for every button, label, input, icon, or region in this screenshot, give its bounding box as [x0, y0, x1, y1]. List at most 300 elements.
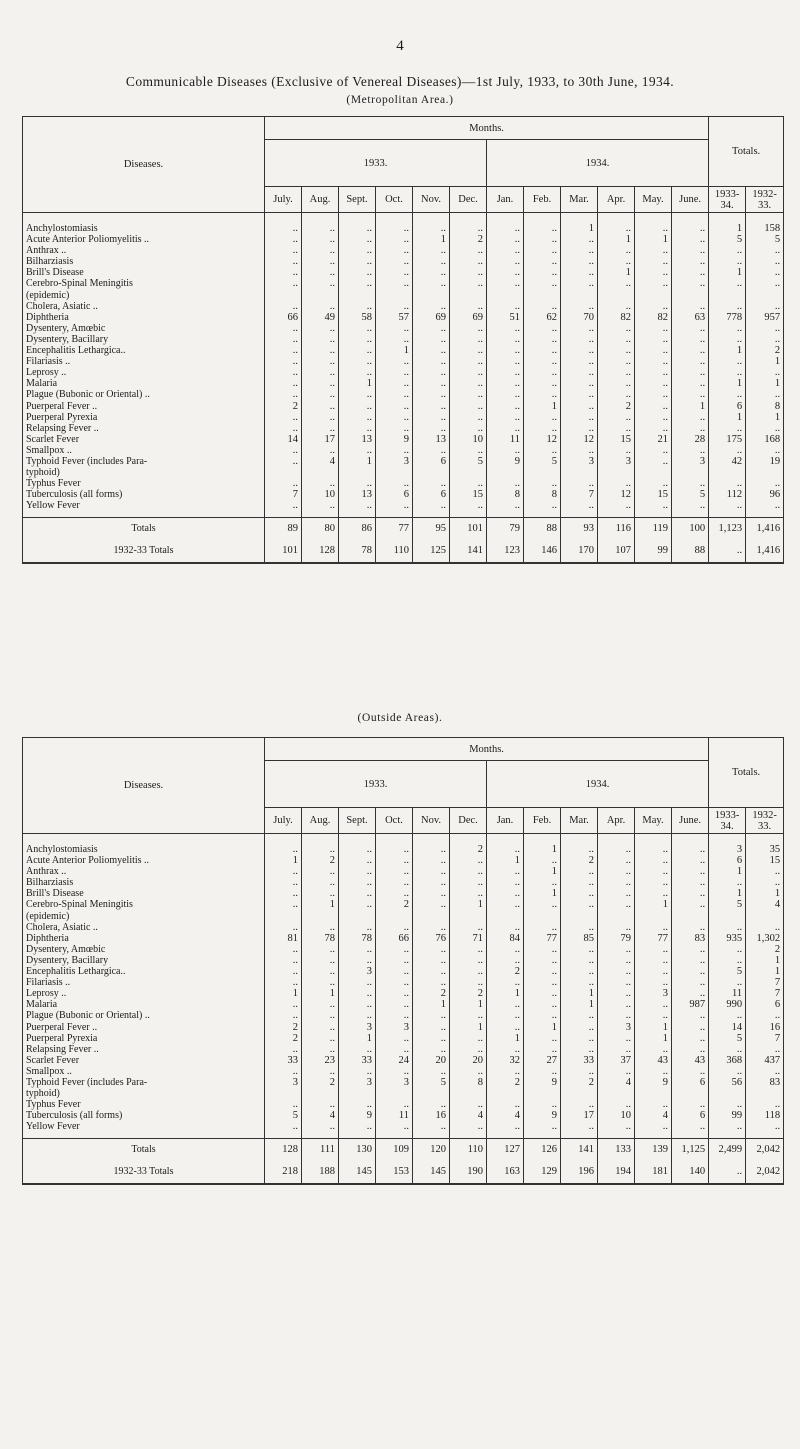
table-row: [23, 290, 784, 301]
table-cell: ..: [524, 999, 561, 1010]
table-cell: ..: [450, 367, 487, 378]
table-cell: ..: [265, 888, 302, 899]
table-cell: 1: [598, 267, 635, 278]
table-cell: ..: [302, 1010, 339, 1021]
table-cell: 1: [339, 456, 376, 467]
table-cell: 1: [746, 888, 784, 899]
table-row: [23, 966, 784, 977]
table-cell: ..: [561, 899, 598, 910]
table-cell: ..: [635, 855, 672, 866]
table-cell: ..: [413, 834, 450, 856]
table-row: [23, 345, 784, 356]
table-cell: [339, 290, 376, 301]
table-cell: 5: [524, 456, 561, 467]
table-cell: [746, 1088, 784, 1099]
table-cell: ..: [672, 278, 709, 289]
table-cell: ..: [450, 334, 487, 345]
table-cell: 9: [487, 456, 524, 467]
table-cell: ..: [302, 877, 339, 888]
table-cell: [746, 911, 784, 922]
disease-name: Dysentery, Bacillary: [23, 334, 265, 345]
table-cell: ..: [302, 866, 339, 877]
table-cell: ..: [598, 378, 635, 389]
table-cell: ..: [450, 1099, 487, 1110]
table-cell: 8: [524, 489, 561, 500]
table-row: [23, 1088, 784, 1099]
table-cell: [672, 1088, 709, 1099]
table-cell: 1: [302, 899, 339, 910]
table-cell: ..: [302, 966, 339, 977]
table-cell: ..: [487, 389, 524, 400]
table-cell: ..: [413, 323, 450, 334]
totals-cell: 79: [487, 518, 524, 541]
table-cell: 76: [413, 933, 450, 944]
table-cell: 1: [524, 1022, 561, 1033]
table-cell: 7: [746, 977, 784, 988]
table-cell: ..: [413, 1044, 450, 1055]
table-cell: 62: [524, 312, 561, 323]
table-cell: ..: [746, 256, 784, 267]
year-1934-header: 1934.: [487, 761, 709, 808]
table-cell: ..: [265, 456, 302, 467]
table-cell: ..: [709, 977, 746, 988]
table-cell: 5: [265, 1110, 302, 1121]
table-cell: ..: [376, 389, 413, 400]
table-cell: [487, 1088, 524, 1099]
table-cell: ..: [524, 899, 561, 910]
table-cell: ..: [487, 1044, 524, 1055]
table-cell: ..: [376, 412, 413, 423]
totals-cell: 125: [413, 540, 450, 563]
table-cell: ..: [413, 256, 450, 267]
table-cell: 5: [709, 234, 746, 245]
table-cell: ..: [672, 1099, 709, 1110]
month-header: Oct.: [376, 187, 413, 213]
table-cell: ..: [561, 389, 598, 400]
table-cell: ..: [524, 966, 561, 977]
table-cell: ..: [265, 256, 302, 267]
totals-cell: 194: [598, 1161, 635, 1184]
table-row: [23, 1121, 784, 1139]
totals-cell: 126: [524, 1139, 561, 1162]
table-cell: ..: [487, 1066, 524, 1077]
table-cell: ..: [524, 500, 561, 518]
table-cell: ..: [635, 401, 672, 412]
table-cell: ..: [746, 389, 784, 400]
table-cell: ..: [635, 301, 672, 312]
table-cell: [302, 911, 339, 922]
table-cell: [524, 467, 561, 478]
table-cell: ..: [524, 423, 561, 434]
table-cell: ..: [339, 1121, 376, 1139]
table-cell: [376, 911, 413, 922]
table-cell: ..: [635, 944, 672, 955]
table-cell: ..: [561, 234, 598, 245]
table-cell: ..: [302, 389, 339, 400]
totals-cell: 99: [635, 540, 672, 563]
table-cell: ..: [376, 1066, 413, 1077]
table-cell: ..: [598, 834, 635, 856]
table-cell: ..: [598, 955, 635, 966]
table-row: [23, 267, 784, 278]
table-cell: ..: [413, 213, 450, 235]
table-cell: 175: [709, 434, 746, 445]
table-cell: ..: [376, 378, 413, 389]
table-cell: 63: [672, 312, 709, 323]
table-cell: 3: [376, 456, 413, 467]
table-cell: ..: [302, 1033, 339, 1044]
table-cell: ..: [450, 245, 487, 256]
table-cell: ..: [413, 1022, 450, 1033]
disease-name: Dysentery, Amœbic: [23, 323, 265, 334]
table-cell: 2: [265, 401, 302, 412]
table-cell: ..: [561, 1022, 598, 1033]
table-cell: 24: [376, 1055, 413, 1066]
table-cell: 23: [302, 1055, 339, 1066]
table-cell: ..: [376, 1010, 413, 1021]
table-cell: [487, 467, 524, 478]
table-cell: [413, 1088, 450, 1099]
table-cell: ..: [635, 1121, 672, 1139]
table-cell: 1: [524, 888, 561, 899]
table-cell: ..: [635, 1044, 672, 1055]
totals-cell: 128: [302, 540, 339, 563]
table-cell: ..: [561, 1044, 598, 1055]
table-cell: 1: [598, 234, 635, 245]
disease-name: Puerperal Pyrexia: [23, 412, 265, 423]
table-cell: ..: [487, 944, 524, 955]
table-cell: ..: [376, 213, 413, 235]
table-cell: 10: [302, 489, 339, 500]
table-cell: 1: [265, 855, 302, 866]
table-cell: 1: [487, 988, 524, 999]
table-cell: ..: [265, 966, 302, 977]
table-cell: ..: [413, 412, 450, 423]
month-header: May.: [635, 808, 672, 834]
table-cell: ..: [635, 412, 672, 423]
table-cell: ..: [376, 999, 413, 1010]
table-cell: ..: [635, 367, 672, 378]
table-cell: ..: [302, 1099, 339, 1110]
disease-name: Anchylostomiasis: [23, 213, 265, 235]
table-cell: [265, 911, 302, 922]
table-cell: [450, 290, 487, 301]
table-cell: 2: [450, 234, 487, 245]
disease-name: Plague (Bubonic or Oriental) ..: [23, 1010, 265, 1021]
table-cell: ..: [265, 955, 302, 966]
table-cell: ..: [672, 234, 709, 245]
table-cell: ..: [413, 1010, 450, 1021]
table-cell: ..: [635, 1066, 672, 1077]
metropolitan-table-body: [23, 213, 784, 564]
table-cell: ..: [302, 888, 339, 899]
table-row: [23, 855, 784, 866]
table-cell: 10: [598, 1110, 635, 1121]
table-cell: 112: [709, 489, 746, 500]
table-cell: 16: [413, 1110, 450, 1121]
table-cell: ..: [561, 423, 598, 434]
table-cell: ..: [376, 234, 413, 245]
table-cell: 78: [302, 933, 339, 944]
table-cell: ..: [265, 478, 302, 489]
table-cell: ..: [450, 267, 487, 278]
diseases-header: Diseases.: [23, 738, 265, 834]
table-cell: ..: [709, 1099, 746, 1110]
table-cell: ..: [524, 389, 561, 400]
table-cell: 6: [376, 489, 413, 500]
disease-name: Anthrax ..: [23, 245, 265, 256]
table-cell: 4: [487, 1110, 524, 1121]
table-cell: ..: [413, 1121, 450, 1139]
table-cell: ..: [450, 356, 487, 367]
table-cell: ..: [709, 423, 746, 434]
table-cell: [598, 290, 635, 301]
table-cell: 9: [524, 1077, 561, 1088]
table-cell: 15: [635, 489, 672, 500]
table-cell: ..: [598, 966, 635, 977]
table-cell: ..: [413, 378, 450, 389]
table-cell: ..: [487, 356, 524, 367]
table-cell: 1: [709, 267, 746, 278]
year-1933-header: 1933.: [265, 140, 487, 187]
table-cell: 28: [672, 434, 709, 445]
table-cell: [339, 911, 376, 922]
table-cell: 1: [635, 234, 672, 245]
table-cell: ..: [265, 345, 302, 356]
table-cell: ..: [376, 267, 413, 278]
table-cell: ..: [302, 334, 339, 345]
disease-name: Scarlet Fever: [23, 434, 265, 445]
table-cell: ..: [672, 922, 709, 933]
table-cell: ..: [672, 955, 709, 966]
table-cell: 99: [709, 1110, 746, 1121]
table-cell: 1: [561, 213, 598, 235]
table-cell: ..: [376, 245, 413, 256]
totals-cell: 116: [598, 518, 635, 541]
table-cell: 9: [339, 1110, 376, 1121]
table-cell: 987: [672, 999, 709, 1010]
table-cell: ..: [598, 500, 635, 518]
table-cell: [265, 290, 302, 301]
table-cell: 9: [376, 434, 413, 445]
table-cell: ..: [450, 977, 487, 988]
table-cell: ..: [339, 267, 376, 278]
table-cell: ..: [450, 855, 487, 866]
table-cell: 6: [746, 999, 784, 1010]
month-header: Nov.: [413, 808, 450, 834]
table-cell: ..: [746, 478, 784, 489]
table-cell: ..: [265, 977, 302, 988]
table-cell: ..: [598, 1121, 635, 1139]
table-cell: ..: [450, 1033, 487, 1044]
table-cell: ..: [746, 267, 784, 278]
table-row: [23, 933, 784, 944]
disease-name: Anchylostomiasis: [23, 834, 265, 856]
table-cell: 2: [413, 988, 450, 999]
table-cell: ..: [635, 256, 672, 267]
table-cell: ..: [339, 999, 376, 1010]
totals-cell: 127: [487, 1139, 524, 1162]
table-cell: [339, 1088, 376, 1099]
table-cell: 1: [524, 866, 561, 877]
table-cell: 37: [598, 1055, 635, 1066]
table-cell: ..: [339, 500, 376, 518]
table-cell: 1: [561, 999, 598, 1010]
disease-name: Brill's Disease: [23, 888, 265, 899]
table-cell: ..: [635, 1010, 672, 1021]
table-cell: 7: [265, 489, 302, 500]
table-cell: 3: [672, 456, 709, 467]
table-cell: ..: [265, 356, 302, 367]
table-cell: ..: [376, 323, 413, 334]
table-cell: ..: [302, 977, 339, 988]
disease-name: Leprosy ..: [23, 988, 265, 999]
table-cell: 1: [709, 866, 746, 877]
table-cell: 14: [265, 434, 302, 445]
table-cell: ..: [598, 334, 635, 345]
table-cell: ..: [487, 256, 524, 267]
table-cell: ..: [561, 478, 598, 489]
table-cell: ..: [561, 955, 598, 966]
table-cell: [746, 290, 784, 301]
table-cell: 8: [487, 489, 524, 500]
table-cell: ..: [302, 234, 339, 245]
table-cell: 6: [709, 401, 746, 412]
table-cell: ..: [302, 1121, 339, 1139]
table-cell: [672, 290, 709, 301]
table-cell: ..: [635, 966, 672, 977]
table-cell: 1: [413, 234, 450, 245]
table-cell: ..: [413, 401, 450, 412]
table-row: [23, 378, 784, 389]
table-cell: 83: [672, 933, 709, 944]
table-cell: ..: [524, 1010, 561, 1021]
table-cell: ..: [413, 1066, 450, 1077]
table-cell: 1: [561, 988, 598, 999]
table-cell: ..: [746, 922, 784, 933]
totals-cell: 196: [561, 1161, 598, 1184]
table-cell: ..: [450, 966, 487, 977]
table-cell: ..: [635, 334, 672, 345]
table-row: [23, 434, 784, 445]
table-cell: ..: [413, 922, 450, 933]
table-row: [23, 922, 784, 933]
table-row: [23, 866, 784, 877]
table-cell: ..: [339, 834, 376, 856]
table-cell: 3: [561, 456, 598, 467]
table-cell: ..: [450, 944, 487, 955]
table-cell: ..: [413, 245, 450, 256]
table-cell: ..: [302, 500, 339, 518]
table-cell: 5: [709, 966, 746, 977]
table-cell: ..: [598, 445, 635, 456]
totals-label: 1932-33 Totals: [23, 1161, 265, 1184]
totals-cell: 77: [376, 518, 413, 541]
table-cell: ..: [339, 367, 376, 378]
table-cell: [709, 290, 746, 301]
table-cell: 66: [265, 312, 302, 323]
table-cell: ..: [450, 301, 487, 312]
table-cell: ..: [561, 367, 598, 378]
table-cell: 168: [746, 434, 784, 445]
table-cell: ..: [265, 412, 302, 423]
table-cell: ..: [339, 1099, 376, 1110]
table-cell: ..: [487, 877, 524, 888]
table-cell: 20: [450, 1055, 487, 1066]
table-cell: ..: [376, 1033, 413, 1044]
table-cell: ..: [413, 977, 450, 988]
table-cell: ..: [524, 478, 561, 489]
totals-cell: 2,499: [709, 1139, 746, 1162]
table-cell: ..: [672, 256, 709, 267]
table-cell: [413, 911, 450, 922]
table-cell: ..: [487, 278, 524, 289]
table-cell: ..: [339, 855, 376, 866]
table-cell: ..: [524, 1044, 561, 1055]
table-cell: ..: [413, 888, 450, 899]
table-cell: ..: [672, 367, 709, 378]
table-cell: [561, 290, 598, 301]
table-cell: 12: [598, 489, 635, 500]
table-cell: 6: [413, 456, 450, 467]
months-header: Months.: [265, 117, 709, 140]
table-cell: 9: [524, 1110, 561, 1121]
table-cell: ..: [487, 922, 524, 933]
table-cell: 1: [746, 966, 784, 977]
totals-cell: 119: [635, 518, 672, 541]
table-cell: ..: [598, 213, 635, 235]
table-cell: ..: [339, 866, 376, 877]
table-cell: 437: [746, 1055, 784, 1066]
table-cell: ..: [635, 999, 672, 1010]
disease-name: Puerperal Fever ..: [23, 1022, 265, 1033]
table-cell: ..: [672, 334, 709, 345]
table-cell: ..: [413, 866, 450, 877]
table-cell: ..: [746, 445, 784, 456]
table-row: [23, 1066, 784, 1077]
table-cell: ..: [672, 866, 709, 877]
table-cell: ..: [265, 999, 302, 1010]
table-cell: ..: [672, 1033, 709, 1044]
table-cell: [709, 1088, 746, 1099]
table-cell: 51: [487, 312, 524, 323]
table-cell: ..: [450, 1121, 487, 1139]
table-cell: ..: [339, 412, 376, 423]
table-cell: ..: [635, 866, 672, 877]
table-cell: ..: [450, 922, 487, 933]
table-cell: ..: [413, 423, 450, 434]
table-cell: ..: [376, 256, 413, 267]
table-cell: ..: [376, 888, 413, 899]
table-cell: ..: [265, 899, 302, 910]
table-cell: ..: [746, 500, 784, 518]
table-cell: ..: [635, 977, 672, 988]
table-cell: ..: [635, 389, 672, 400]
table-cell: 11: [487, 434, 524, 445]
table-cell: 77: [635, 933, 672, 944]
table-cell: ..: [265, 1044, 302, 1055]
table-cell: ..: [376, 877, 413, 888]
table-cell: [709, 467, 746, 478]
table-cell: ..: [413, 445, 450, 456]
table-cell: ..: [672, 356, 709, 367]
table-cell: ..: [413, 367, 450, 378]
disease-name: typhoid): [23, 467, 265, 478]
table-cell: 1: [339, 1033, 376, 1044]
totals-cell: 1,123: [709, 518, 746, 541]
table-cell: ..: [265, 445, 302, 456]
table-cell: 5: [746, 234, 784, 245]
